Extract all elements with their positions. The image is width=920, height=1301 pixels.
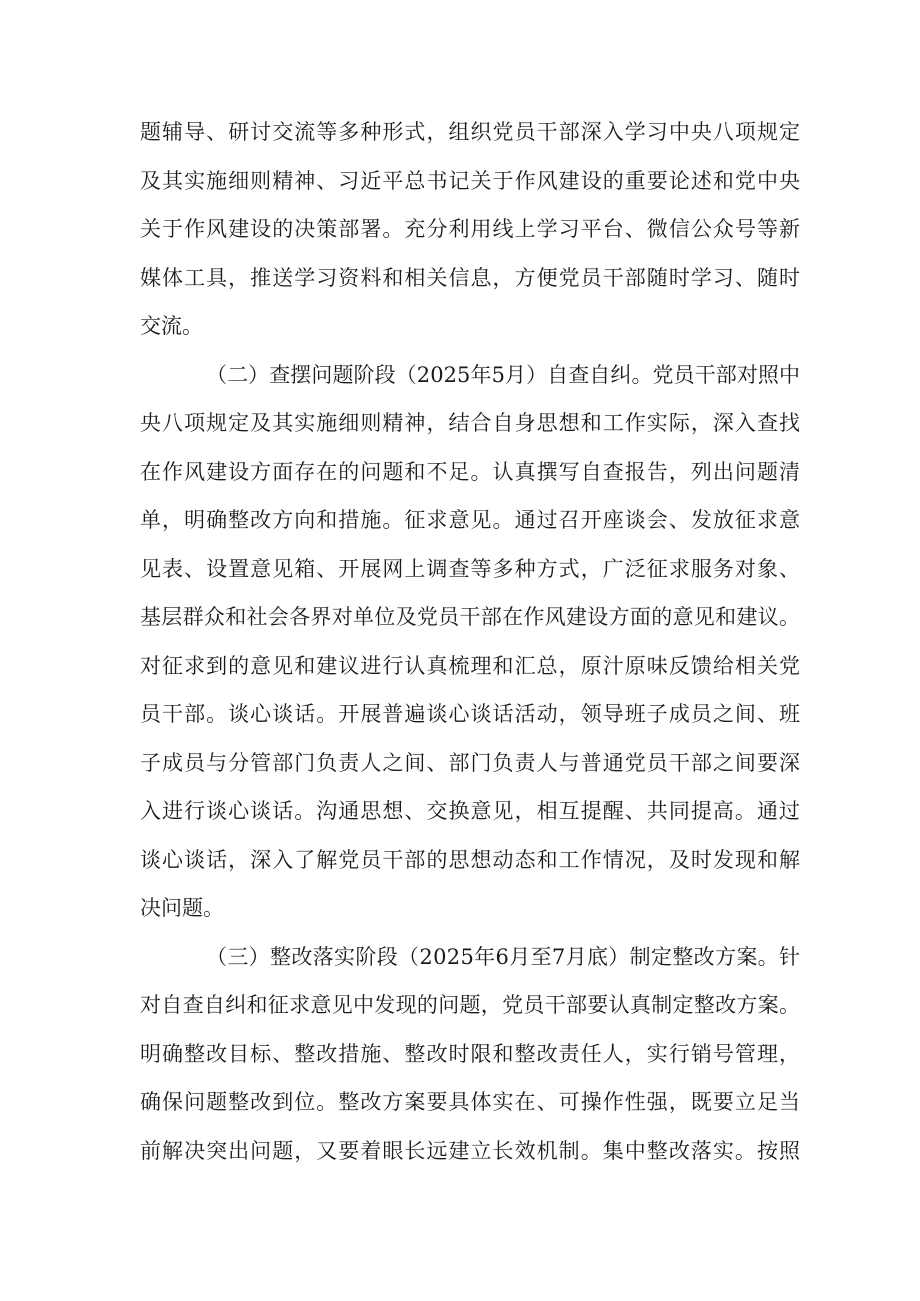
text-line: （二）查摆问题阶段（2025年5月）自查自纠。党员干部对照中 xyxy=(206,362,801,387)
text-line: 在作风建设方面存在的问题和不足。认真撰写自查报告，列出问题清 xyxy=(140,459,802,484)
text-line: 确保问题整改到位。整改方案要具体实在、可操作性强，既要立足当 xyxy=(140,1090,802,1114)
text-line: 对征求到的意见和建议进行认真梳理和汇总，原汁原味反馈给相关党 xyxy=(140,653,802,678)
text-line: 前解决突出问题，又要着眼长远建立长效机制。集中整改落实。按照 xyxy=(140,1138,802,1163)
text-line: 见表、设置意见箱、开展网上调查等多种方式，广泛征求服务对象、 xyxy=(140,556,802,581)
text-line: 入进行谈心谈话。沟通思想、交换意见，相互提醒、共同提高。通过 xyxy=(140,799,802,823)
body-text xyxy=(140,108,800,1175)
text-line: 谈心谈话，深入了解党员干部的思想动态和工作情况，及时发现和解 xyxy=(140,847,802,872)
text-line: 媒体工具，推送学习资料和相关信息，方便党员干部随时学习、随时 xyxy=(140,265,802,290)
text-line: 交流。 xyxy=(140,314,203,338)
text-line: 单，明确整改方向和措施。征求意见。通过召开座谈会、发放征求意 xyxy=(140,508,802,532)
text-line: 央八项规定及其实施细则精神，结合自身思想和工作实际，深入查找 xyxy=(140,411,802,435)
text-line: 员干部。谈心谈话。开展普遍谈心谈话活动，领导班子成员之间、班 xyxy=(140,702,802,726)
text-line: 子成员与分管部门负责人之间、部门负责人与普通党员干部之间要深 xyxy=(140,750,802,775)
text-line: 基层群众和社会各界对单位及党员干部在作风建设方面的意见和建议。 xyxy=(140,605,801,629)
text-line: 关于作风建设的决策部署。充分利用线上学习平台、微信公众号等新 xyxy=(140,217,802,241)
text-line: 题辅导、研讨交流等多种形式，组织党员干部深入学习中央八项规定 xyxy=(140,120,802,144)
text-line: 及其实施细则精神、习近平总书记关于作风建设的重要论述和党中央 xyxy=(140,168,802,193)
text-line: （三）整改落实阶段（2025年6月至7月底）制定整改方案。针 xyxy=(206,944,801,969)
text-line: 明确整改目标、整改措施、整改时限和整改责任人，实行销号管理， xyxy=(140,1041,802,1066)
text-line: 对自查自纠和征求意见中发现的问题，党员干部要认真制定整改方案。 xyxy=(140,993,801,1017)
text-line: 决问题。 xyxy=(140,896,224,920)
